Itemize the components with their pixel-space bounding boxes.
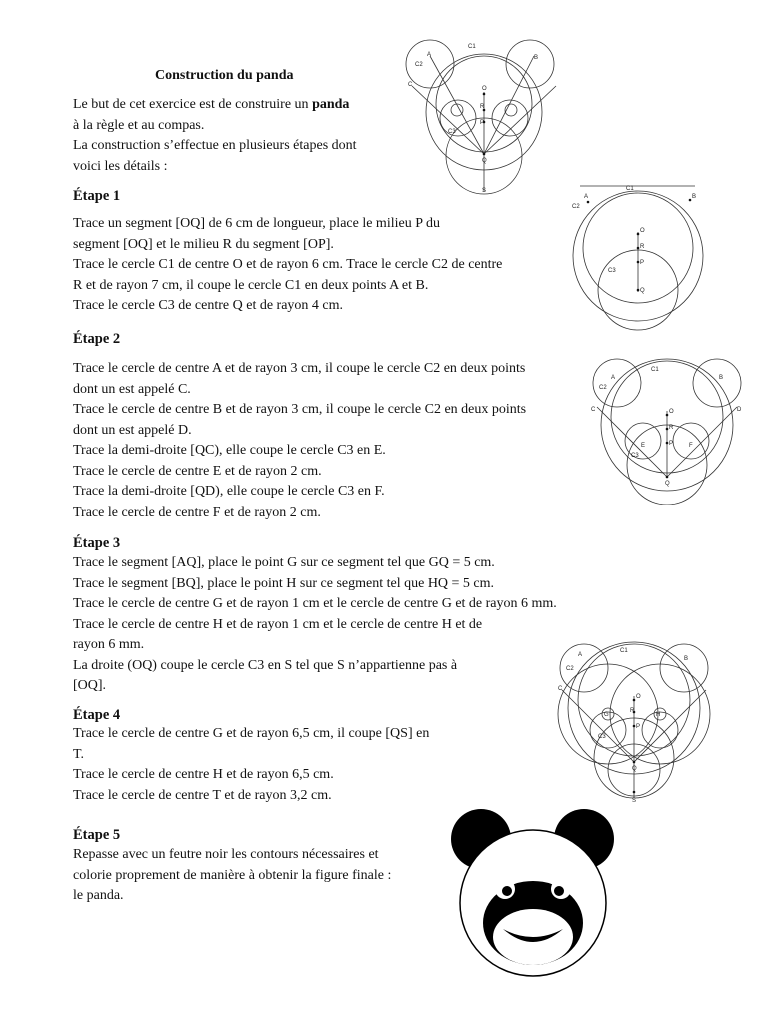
construction-figure-step-1 [560,180,720,340]
step-3-text: Trace le segment [AQ], place le point G sur ce segment tel que GQ = 5 cm. Trace le segment [BQ], place le point H sur ce segment tel que HQ = 5 cm. Trace le cercle de centre G et de rayon 1 cm et le cercle de centre G et de rayon 6 mm. Trace le cercle de centre H et de rayon 1 cm et le cercle de centre H et de rayon 6 mm. La droite (OQ) coupe le cercle C3 en S tel que S n’appartienne pas à [OQ]. [73,555,557,693]
svg-text:A: A [578,652,583,658]
svg-text:C3: C3 [598,734,606,740]
step-4-heading: Étape 4 [73,707,121,723]
step-2-text: Trace le cercle de centre A et de rayon 3 cm, il coupe le cercle C2 en deux points dont un est appelé C. Trace le cercle de centre B et de rayon 3 cm, il coupe le cercle C2 en deux points dont un est appelé D. Trace la demi-droite [QC), elle coupe le cercle C3 en E. Trace le cercle de centre E et de rayon 2 cm. Trace la demi-droite [QD), elle coupe le cercle C3 en F. Trace le cercle de centre F et de rayon 2 cm. [73,361,527,520]
svg-text:Q: Q [665,481,670,487]
svg-text:C: C [408,82,413,88]
panda-right-pupil [554,886,564,896]
svg-text:C2: C2 [566,666,574,672]
svg-text:O: O [636,694,641,700]
svg-text:P: P [669,441,674,447]
svg-text:A: A [584,194,589,200]
svg-text:P: P [636,724,641,730]
step-1-heading: Étape 1 [73,188,121,204]
panda-left-pupil [502,886,512,896]
step-1-text: Trace un segment [OQ] de 6 cm de longueur, place le milieu P du segment [OQ] et le milieu R du segment [OP]. Trace le cercle C1 de centre O et de rayon 6 cm. Trace le cercle C2 de centre R et de rayon 7 cm, il coupe le cercle C1 en deux points A et B. Trace le cercle C3 de centre Q et de rayon 4 cm. [73,216,503,313]
page-title: Construction du panda [155,68,294,83]
svg-text:A: A [611,375,616,381]
step-5-heading: Étape 5 [73,827,121,843]
construction-figure-step-2 [585,345,755,505]
svg-text:Q: Q [482,158,487,164]
svg-text:S: S [632,798,637,804]
svg-text:B: B [684,656,689,662]
svg-text:C2: C2 [572,204,580,210]
svg-text:C3: C3 [608,268,616,274]
svg-text:C: C [558,686,563,692]
step-4-text: Trace le cercle de centre G et de rayon 6,5 cm, il coupe [QS] en T. Trace le cercle de centre H et de rayon 6,5 cm. Trace le cercle de centre T et de rayon 3,2 cm. [73,726,430,803]
intro-text: Le but de cet exercice est de construire un panda à la règle et au compas. La construction s’effectue en plusieurs étapes dont voici les détails : [73,97,357,174]
svg-text:C2: C2 [599,385,607,391]
svg-text:R: R [630,708,635,714]
svg-text:B: B [534,55,539,61]
svg-text:H: H [656,712,661,718]
svg-text:D: D [737,407,742,413]
svg-text:B: B [692,194,697,200]
svg-text:C2: C2 [415,62,423,68]
svg-text:P: P [480,120,485,126]
svg-text:C1: C1 [651,367,659,373]
svg-text:P: P [640,260,645,266]
construction-figure-overview [400,26,570,196]
construction-figure-step-4 [540,630,725,805]
svg-text:C1: C1 [620,648,628,654]
panda-final-figure [445,805,625,980]
svg-text:O: O [640,228,645,234]
svg-text:C3: C3 [631,453,639,459]
step-5-text: Repasse avec un feutre noir les contours nécessaires et colorie proprement de manière à obtenir la figure finale : le panda. [73,847,392,903]
svg-text:C: C [591,407,596,413]
svg-text:B: B [719,375,724,381]
svg-text:R: R [640,244,645,250]
svg-text:Q: Q [632,766,637,772]
step-3-heading: Étape 3 [73,535,121,551]
svg-text:C1: C1 [626,186,634,192]
svg-text:Q: Q [640,288,645,294]
svg-text:E: E [641,443,646,449]
step-2-heading: Étape 2 [73,331,121,347]
svg-text:O: O [669,409,674,415]
svg-text:G: G [604,712,609,718]
svg-text:A: A [427,52,432,58]
svg-text:C3: C3 [448,129,456,135]
svg-text:C1: C1 [468,44,476,50]
svg-text:O: O [482,86,487,92]
svg-text:R: R [480,104,485,110]
svg-text:R: R [669,425,674,431]
svg-text:F: F [689,443,693,449]
svg-text:S: S [482,188,487,194]
